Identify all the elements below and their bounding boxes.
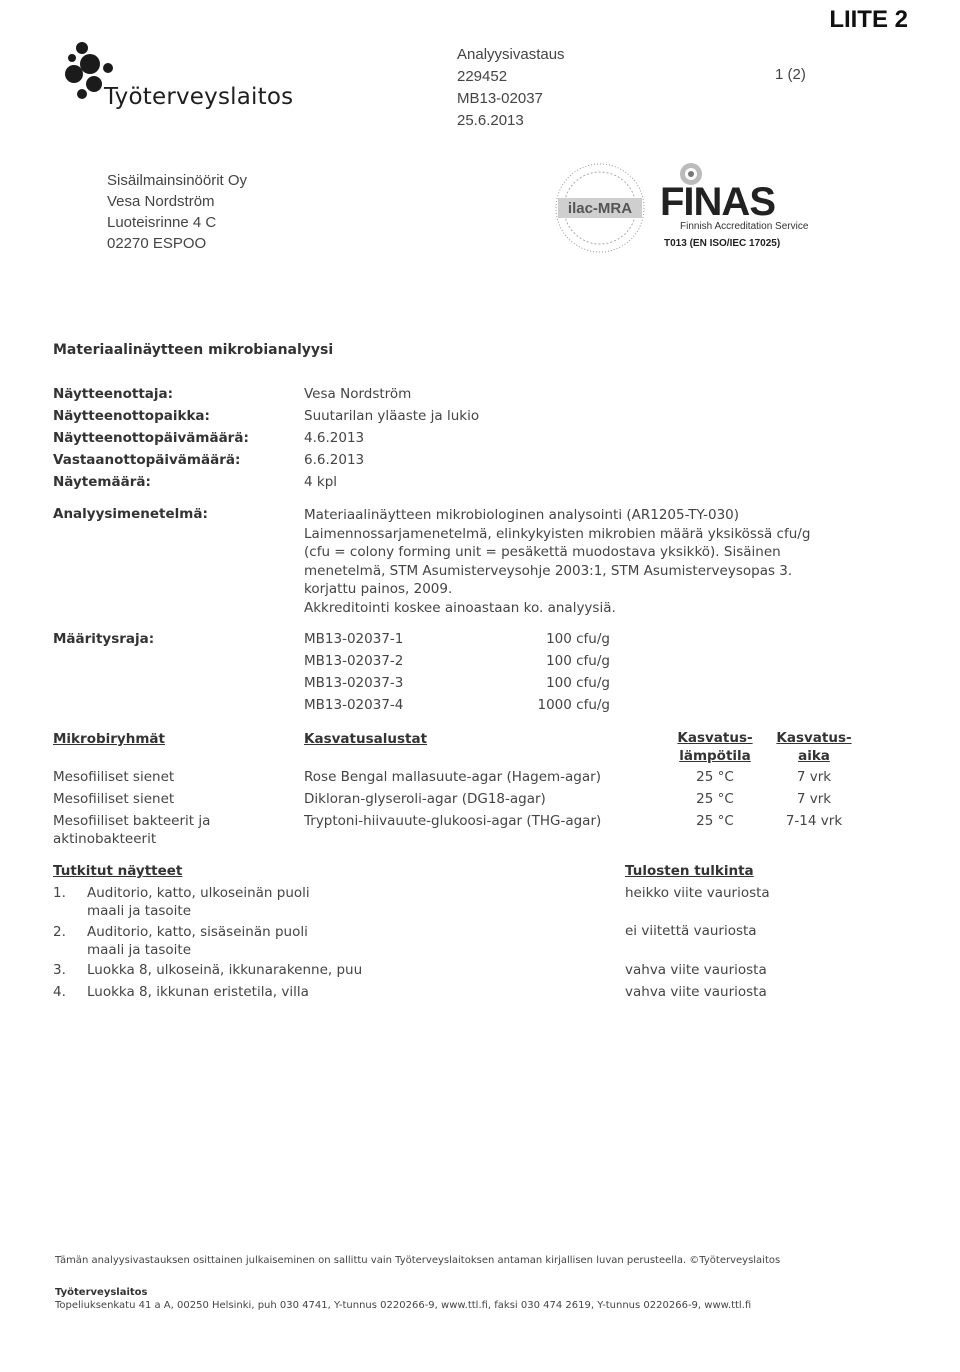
col-header-medium: Kasvatusalustat <box>304 731 428 747</box>
document-header <box>457 44 565 132</box>
row-medium: Dikloran-glyseroli-agar (DG18-agar) <box>304 791 546 807</box>
sample-result: heikko viite vauriosta <box>625 885 770 901</box>
limit-value: 1000 cfu/g <box>537 697 610 713</box>
field-label: Näytteenottopäivämäärä: <box>53 430 249 446</box>
sample-description: Auditorio, katto, sisäseinän puoli <box>87 924 308 940</box>
field-label: Näytteenottaja: <box>53 386 174 402</box>
finas-subtitle: Finnish Accreditation Service <box>680 221 809 232</box>
field-value: Vesa Nordström <box>304 386 412 402</box>
page-number: 1 (2) <box>775 66 806 83</box>
col-header-temp-2: lämpötila <box>679 748 751 764</box>
sample-result: vahva viite vauriosta <box>625 984 767 1000</box>
limit-sample-id: MB13-02037-2 <box>304 653 404 669</box>
finas-wordmark: FINAS <box>660 180 775 224</box>
limit-sample-id: MB13-02037-4 <box>304 697 404 713</box>
results-header: Tulosten tulkinta <box>625 863 754 879</box>
recipient-company: Sisäilmainsinöörit Oy <box>107 172 248 189</box>
sample-description: Auditorio, katto, ulkoseinän puoli <box>87 885 310 901</box>
field-label: Näytemäärä: <box>53 474 151 490</box>
sample-description: Luokka 8, ulkoseinä, ikkunarakenne, puu <box>87 962 363 978</box>
row-time: 7-14 vrk <box>785 813 843 829</box>
sample-code: MB13-02037 <box>457 90 543 107</box>
limit-sample-id: MB13-02037-3 <box>304 675 404 691</box>
sample-number: 3. <box>53 962 66 978</box>
recipient-street: Luoteisrinne 4 C <box>107 214 217 231</box>
method-line: Akkreditointi koskee ainoastaan ko. analyysiä. <box>304 599 616 616</box>
footer-address: Topeliuksenkatu 41 a A, 00250 Helsinki, puh 030 4741, Y-tunnus 0220266-9, www.ttl.fi, faksi 030 474 2619, Y-tunnus 0220266-9, www.ttl.fi <box>55 1300 752 1311</box>
doc-date: 25.6.2013 <box>457 112 524 129</box>
row-temp: 25 °C <box>696 769 734 785</box>
sample-description: Luokka 8, ikkunan eristetila, villa <box>87 984 309 1000</box>
sample-number: 4. <box>53 984 66 1000</box>
method-line: (cfu = colony forming unit = pesäkettä muodostava yksikkö). Sisäinen <box>304 544 781 560</box>
sample-description-continued: maali ja tasoite <box>87 942 192 958</box>
row-medium: Tryptoni-hiivauute-glukoosi-agar (THG-agar) <box>304 813 602 829</box>
footer-org: Työterveyslaitos <box>55 1287 148 1298</box>
org-logo-text: Työterveyslaitos <box>104 84 294 110</box>
method-line: korjattu painos, 2009. <box>304 581 453 597</box>
field-value: Suutarilan yläaste ja lukio <box>304 408 480 424</box>
row-group-continued: aktinobakteerit <box>53 831 157 847</box>
row-medium: Rose Bengal mallasuute-agar (Hagem-agar) <box>304 769 601 785</box>
page-title: Materiaalinäytteen mikrobianalyysi <box>53 342 334 358</box>
sample-number: 1. <box>53 885 66 901</box>
limit-value: 100 cfu/g <box>546 653 610 669</box>
ilac-mra-seal-icon <box>552 160 648 256</box>
field-label: Vastaanottopäivämäärä: <box>53 452 241 468</box>
recipient-postal: 02270 ESPOO <box>107 235 207 252</box>
samples-header: Tutkitut näytteet <box>53 863 183 879</box>
method-line: Laimennossarjamenetelmä, elinkykyisten mikrobien määrä yksikössä cfu/g <box>304 525 811 542</box>
sample-description-continued: maali ja tasoite <box>87 903 192 919</box>
field-label: Näytteenottopaikka: <box>53 408 210 424</box>
method-description <box>304 506 874 617</box>
field-value: 6.6.2013 <box>304 452 365 468</box>
col-header-time-2: aika <box>798 748 830 764</box>
ilac-text: ilac-MRA <box>567 200 633 217</box>
row-temp: 25 °C <box>696 791 734 807</box>
row-temp: 25 °C <box>696 813 734 829</box>
footer-notice: Tämän analyysivastauksen osittainen julkaiseminen on sallittu vain Työterveyslaitoksen antaman kirjallisen luvan perusteella. ©Työterveyslaitos <box>55 1255 781 1266</box>
col-header-temp-1: Kasvatus- <box>677 730 753 746</box>
recipient-address <box>107 170 247 254</box>
sample-result: vahva viite vauriosta <box>625 962 767 978</box>
field-value: 4.6.2013 <box>304 430 365 446</box>
method-line: menetelmä, STM Asumisterveysohje 2003:1, STM Asumisterveysopas 3. <box>304 562 793 579</box>
row-group: Mesofiiliset sienet <box>53 769 175 785</box>
row-time: 7 vrk <box>796 791 832 807</box>
limits-label: Määritysraja: <box>53 631 155 647</box>
finas-code: T013 (EN ISO/IEC 17025) <box>664 238 781 249</box>
limit-value: 100 cfu/g <box>546 631 610 647</box>
sample-result: ei viitettä vauriosta <box>625 923 757 939</box>
col-header-time-1: Kasvatus- <box>776 730 852 746</box>
recipient-person: Vesa Nordström <box>107 193 215 210</box>
row-time: 7 vrk <box>796 769 832 785</box>
annex-label: LIITE 2 <box>829 6 908 33</box>
method-label: Analyysimenetelmä: <box>53 506 208 522</box>
row-group: Mesofiiliset bakteerit ja <box>53 813 211 829</box>
method-line: Materiaalinäytteen mikrobiologinen analysointi (AR1205-TY-030) <box>304 507 740 523</box>
limit-value: 100 cfu/g <box>546 675 610 691</box>
doc-number: 229452 <box>457 68 508 85</box>
limit-sample-id: MB13-02037-1 <box>304 631 404 647</box>
row-group: Mesofiiliset sienet <box>53 791 175 807</box>
field-value: 4 kpl <box>304 474 338 490</box>
sample-number: 2. <box>53 924 66 940</box>
doc-type: Analyysivastaus <box>457 46 565 63</box>
col-header-group: Mikrobiryhmät <box>53 731 165 747</box>
